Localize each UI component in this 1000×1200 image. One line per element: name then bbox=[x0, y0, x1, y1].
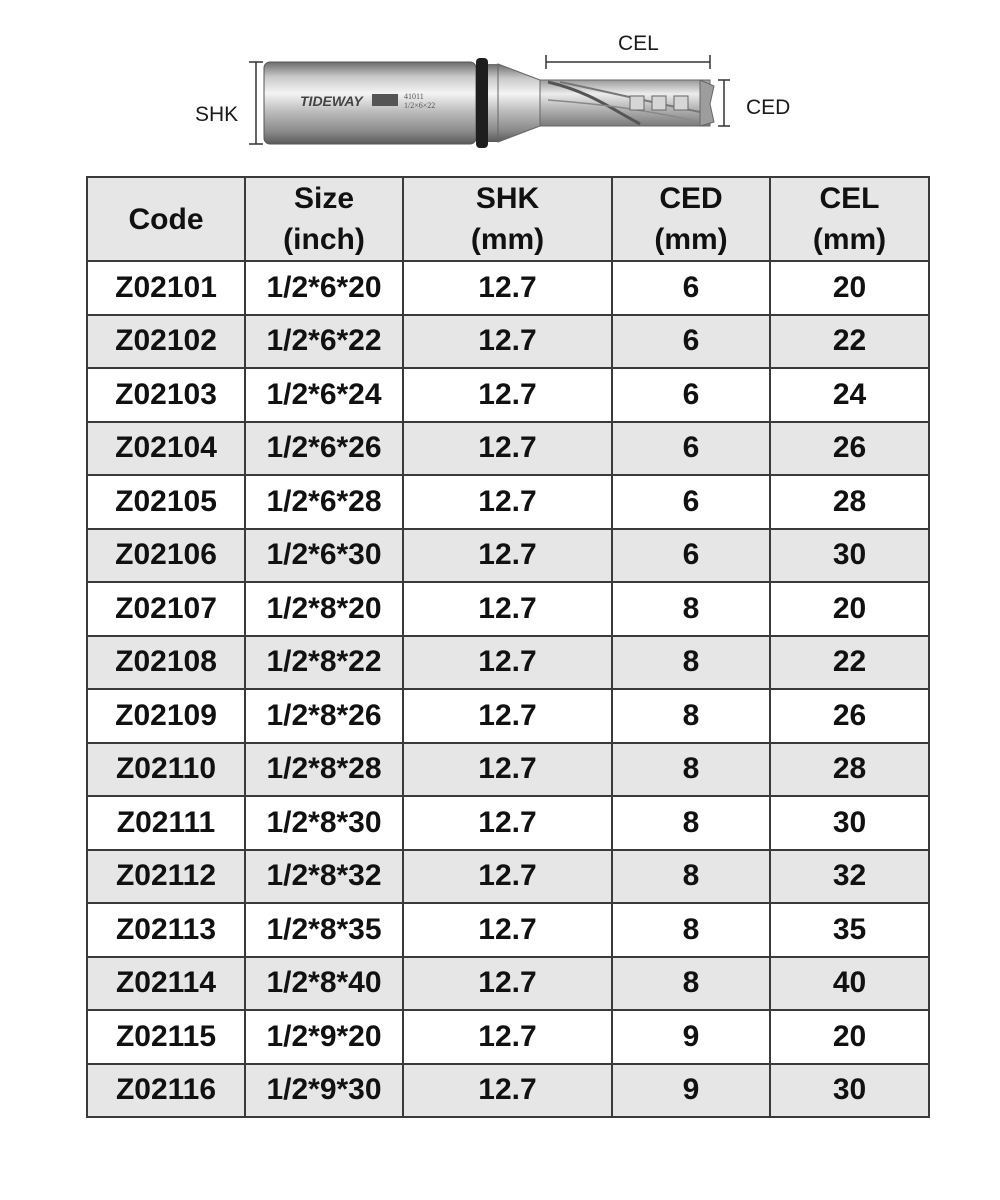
code-cell: Z02111 bbox=[87, 796, 245, 850]
table-row bbox=[87, 850, 929, 904]
code-cell: Z02106 bbox=[87, 529, 245, 583]
size-cell: 1/2*6*30 bbox=[245, 529, 403, 583]
header-shk bbox=[403, 177, 612, 261]
ced-cell: 8 bbox=[612, 689, 770, 743]
ced-cell: 6 bbox=[612, 261, 770, 315]
shk-cell: 12.7 bbox=[403, 261, 612, 315]
brand-marking: TIDEWAY bbox=[300, 93, 363, 109]
header-ced bbox=[612, 177, 770, 261]
code-cell: Z02109 bbox=[87, 689, 245, 743]
ced-cell: 8 bbox=[612, 957, 770, 1011]
table-row bbox=[87, 475, 929, 529]
cel-cell: 24 bbox=[770, 368, 929, 422]
code-cell: Z02103 bbox=[87, 368, 245, 422]
collar-ring bbox=[476, 58, 488, 148]
shk-cell: 12.7 bbox=[403, 1064, 612, 1118]
table-row bbox=[87, 582, 929, 636]
size-cell: 1/2*8*35 bbox=[245, 903, 403, 957]
size-cell: 1/2*8*40 bbox=[245, 957, 403, 1011]
table-row bbox=[87, 636, 929, 690]
header-cel bbox=[770, 177, 929, 261]
ced-cell: 8 bbox=[612, 582, 770, 636]
shk-cell: 12.7 bbox=[403, 529, 612, 583]
ced-cell: 8 bbox=[612, 743, 770, 797]
cel-cell: 22 bbox=[770, 636, 929, 690]
table-row bbox=[87, 689, 929, 743]
code-cell: Z02105 bbox=[87, 475, 245, 529]
code-cell: Z02110 bbox=[87, 743, 245, 797]
shank-body bbox=[264, 62, 476, 144]
ced-cell: 8 bbox=[612, 636, 770, 690]
table-row bbox=[87, 261, 929, 315]
size-cell: 1/2*8*28 bbox=[245, 743, 403, 797]
table-row bbox=[87, 315, 929, 369]
code-cell: Z02116 bbox=[87, 1064, 245, 1118]
table-row bbox=[87, 957, 929, 1011]
size-cell: 1/2*6*26 bbox=[245, 422, 403, 476]
shk-cell: 12.7 bbox=[403, 850, 612, 904]
shk-dimension-label: SHK bbox=[195, 103, 239, 126]
shk-cell: 12.7 bbox=[403, 315, 612, 369]
cel-cell: 30 bbox=[770, 796, 929, 850]
shk-cell: 12.7 bbox=[403, 636, 612, 690]
size-cell: 1/2*6*20 bbox=[245, 261, 403, 315]
header-shk-label: SHK bbox=[475, 182, 540, 215]
table-row bbox=[87, 529, 929, 583]
cel-cell: 20 bbox=[770, 582, 929, 636]
header-code bbox=[87, 177, 245, 261]
table-row bbox=[87, 743, 929, 797]
cel-cell: 20 bbox=[770, 261, 929, 315]
shk-dimension-bracket bbox=[249, 62, 263, 144]
code-cell: Z02108 bbox=[87, 636, 245, 690]
shk-cell: 12.7 bbox=[403, 743, 612, 797]
size-cell: 1/2*6*22 bbox=[245, 315, 403, 369]
header-code-label: Code bbox=[128, 202, 204, 236]
size-cell: 1/2*8*32 bbox=[245, 850, 403, 904]
shk-cell: 12.7 bbox=[403, 957, 612, 1011]
cel-cell: 35 bbox=[770, 903, 929, 957]
table-header bbox=[87, 177, 929, 261]
shk-cell: 12.7 bbox=[403, 903, 612, 957]
ced-cell: 8 bbox=[612, 796, 770, 850]
header-ced-unit: (mm) bbox=[654, 223, 728, 256]
cel-cell: 28 bbox=[770, 743, 929, 797]
cel-cell: 20 bbox=[770, 1010, 929, 1064]
code-cell: Z02114 bbox=[87, 957, 245, 1011]
taper-neck bbox=[498, 64, 540, 142]
shk-cell: 12.7 bbox=[403, 422, 612, 476]
router-bit-illustration bbox=[0, 0, 1000, 170]
shk-cell: 12.7 bbox=[403, 689, 612, 743]
table-row bbox=[87, 903, 929, 957]
router-bit-diagram bbox=[0, 0, 1000, 170]
cel-cell: 32 bbox=[770, 850, 929, 904]
ced-cell: 6 bbox=[612, 368, 770, 422]
shk-cell: 12.7 bbox=[403, 796, 612, 850]
shk-cell: 12.7 bbox=[403, 582, 612, 636]
header-ced-label: CED bbox=[659, 182, 723, 215]
table-row bbox=[87, 796, 929, 850]
cel-cell: 30 bbox=[770, 1064, 929, 1118]
table-body bbox=[87, 261, 929, 1117]
cel-cell: 26 bbox=[770, 689, 929, 743]
table-row bbox=[87, 422, 929, 476]
header-size-label: Size bbox=[293, 182, 355, 215]
ced-cell: 6 bbox=[612, 422, 770, 476]
ced-dimension-label: CED bbox=[746, 96, 791, 119]
size-cell: 1/2*8*26 bbox=[245, 689, 403, 743]
cel-cell: 28 bbox=[770, 475, 929, 529]
shk-cell: 12.7 bbox=[403, 1010, 612, 1064]
header-size-unit: (inch) bbox=[283, 223, 365, 256]
cutting-flutes bbox=[540, 80, 714, 126]
cel-dimension-label: CEL bbox=[618, 32, 659, 55]
cel-cell: 22 bbox=[770, 315, 929, 369]
spec-table bbox=[86, 176, 930, 1118]
code-cell: Z02101 bbox=[87, 261, 245, 315]
header-cel-label: CEL bbox=[819, 182, 880, 215]
ced-cell: 6 bbox=[612, 529, 770, 583]
size-cell: 1/2*9*30 bbox=[245, 1064, 403, 1118]
table-row bbox=[87, 368, 929, 422]
brand-logo-block bbox=[372, 94, 398, 106]
header-shk-unit: (mm) bbox=[470, 223, 545, 256]
cel-cell: 30 bbox=[770, 529, 929, 583]
table-row bbox=[87, 1064, 929, 1118]
cel-cell: 40 bbox=[770, 957, 929, 1011]
part-marking-code: 41011 bbox=[404, 92, 424, 101]
ced-cell: 9 bbox=[612, 1010, 770, 1064]
size-cell: 1/2*8*22 bbox=[245, 636, 403, 690]
ced-dimension-bracket bbox=[718, 80, 730, 126]
size-cell: 1/2*9*20 bbox=[245, 1010, 403, 1064]
code-cell: Z02104 bbox=[87, 422, 245, 476]
cel-dimension-bracket bbox=[546, 55, 710, 69]
header-cel-unit: (mm) bbox=[812, 223, 887, 256]
ced-cell: 9 bbox=[612, 1064, 770, 1118]
size-cell: 1/2*8*20 bbox=[245, 582, 403, 636]
header-size bbox=[245, 177, 403, 261]
size-cell: 1/2*6*24 bbox=[245, 368, 403, 422]
part-marking-size: 1/2×6×22 bbox=[404, 101, 436, 110]
ced-cell: 8 bbox=[612, 903, 770, 957]
shk-cell: 12.7 bbox=[403, 475, 612, 529]
code-cell: Z02113 bbox=[87, 903, 245, 957]
code-cell: Z02115 bbox=[87, 1010, 245, 1064]
code-cell: Z02107 bbox=[87, 582, 245, 636]
cel-cell: 26 bbox=[770, 422, 929, 476]
shk-cell: 12.7 bbox=[403, 368, 612, 422]
ced-cell: 8 bbox=[612, 850, 770, 904]
header-row bbox=[87, 177, 929, 261]
table-row bbox=[87, 1010, 929, 1064]
code-cell: Z02102 bbox=[87, 315, 245, 369]
ced-cell: 6 bbox=[612, 475, 770, 529]
code-cell: Z02112 bbox=[87, 850, 245, 904]
size-cell: 1/2*6*28 bbox=[245, 475, 403, 529]
size-cell: 1/2*8*30 bbox=[245, 796, 403, 850]
ced-cell: 6 bbox=[612, 315, 770, 369]
